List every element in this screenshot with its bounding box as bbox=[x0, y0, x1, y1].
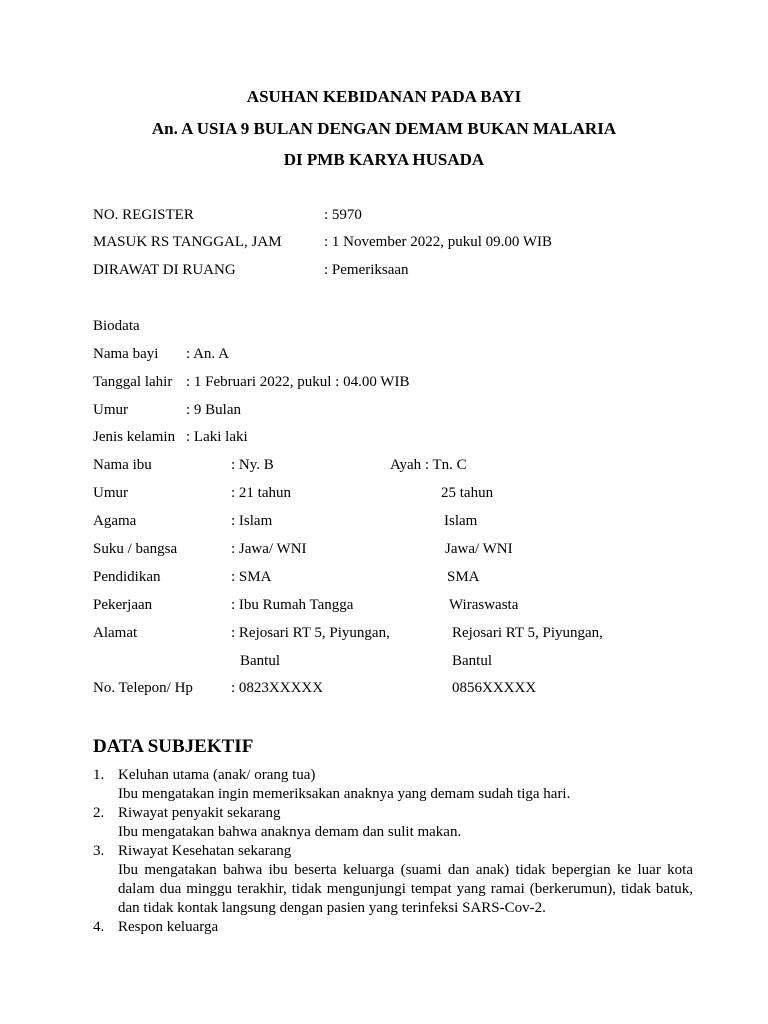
baby-row-age bbox=[0, 402, 768, 422]
parent-row-address-cont bbox=[0, 653, 768, 673]
list-item-number: 4. bbox=[93, 919, 105, 935]
list-item-description: Ibu mengatakan ingin memeriksakan anaknya yang demam sudah tiga hari. bbox=[118, 786, 571, 802]
baby-label: Nama bayi bbox=[93, 346, 159, 362]
mother-value: : Jawa/ WNI bbox=[231, 541, 307, 557]
document-title-line-2: An. A USIA 9 BULAN DENGAN DEMAM BUKAN MALARIA bbox=[151, 119, 617, 138]
parent-label: Agama bbox=[93, 513, 137, 529]
father-value: Bantul bbox=[452, 653, 492, 669]
father-value: Rejosari RT 5, Piyungan, bbox=[452, 625, 603, 641]
parent-row-occupation bbox=[0, 597, 768, 617]
list-item bbox=[93, 918, 693, 937]
mother-value: Bantul bbox=[240, 653, 280, 669]
list-item bbox=[93, 804, 693, 842]
baby-value: : An. A bbox=[186, 346, 229, 362]
document-title-line-1: ASUHAN KEBIDANAN PADA BAYI bbox=[246, 87, 522, 106]
mother-value: : Ibu Rumah Tangga bbox=[231, 597, 354, 613]
parent-row-address bbox=[0, 625, 768, 645]
list-item-title: Riwayat penyakit sekarang bbox=[118, 805, 281, 821]
father-value: Islam bbox=[444, 513, 478, 529]
father-value: Wiraswasta bbox=[449, 597, 519, 613]
baby-row-name bbox=[0, 346, 768, 366]
list-item-description: Ibu mengatakan bahwa ibu beserta keluarga (suami dan anak) tidak bepergian ke luar kota dalam dua minggu terakhir, tidak mengunjungi tempat yang ramai (berkerumun), tidak batuk, dan tidak kontak langsung dengan pasien yang terinfeksi SARS-Cov-2. bbox=[118, 862, 693, 916]
register-label: DIRAWAT DI RUANG bbox=[93, 262, 236, 278]
parent-row-age bbox=[0, 485, 768, 505]
parent-row-name bbox=[0, 457, 768, 477]
baby-value: : Laki laki bbox=[186, 429, 248, 445]
list-item-number: 1. bbox=[93, 767, 105, 783]
list-item-description: Ibu mengatakan bahwa anaknya demam dan sulit makan. bbox=[118, 824, 462, 840]
biodata-heading-row bbox=[0, 318, 768, 338]
list-item-title: Keluhan utama (anak/ orang tua) bbox=[118, 767, 316, 783]
father-value: Ayah : Tn. C bbox=[390, 457, 467, 473]
mother-value: : 21 tahun bbox=[231, 485, 291, 501]
mother-value: : SMA bbox=[231, 569, 272, 585]
parent-label: Nama ibu bbox=[93, 457, 152, 473]
baby-value: : 9 Bulan bbox=[186, 402, 241, 418]
father-value: 0856XXXXX bbox=[452, 680, 537, 696]
subjective-heading: DATA SUBJEKTIF bbox=[93, 736, 254, 757]
subjective-list bbox=[93, 766, 693, 937]
list-item-title: Riwayat Kesehatan sekarang bbox=[118, 843, 292, 859]
father-value: 25 tahun bbox=[441, 485, 494, 501]
baby-label: Umur bbox=[93, 402, 128, 418]
list-item-number: 2. bbox=[93, 805, 105, 821]
parent-label: Pekerjaan bbox=[93, 597, 153, 613]
register-row-number bbox=[0, 207, 768, 227]
register-row-room bbox=[0, 262, 768, 282]
register-value: : 1 November 2022, pukul 09.00 WIB bbox=[324, 234, 553, 250]
parent-row-religion bbox=[0, 513, 768, 533]
biodata-heading: Biodata bbox=[93, 318, 140, 334]
register-row-admission bbox=[0, 234, 768, 254]
baby-label: Jenis kelamin bbox=[93, 429, 176, 445]
baby-row-sex bbox=[0, 429, 768, 449]
mother-value: : 0823XXXXX bbox=[231, 680, 324, 696]
register-label: NO. REGISTER bbox=[93, 207, 194, 223]
register-value: : Pemeriksaan bbox=[324, 262, 409, 278]
list-item bbox=[93, 766, 693, 804]
father-value: SMA bbox=[447, 569, 480, 585]
parent-row-education bbox=[0, 569, 768, 589]
register-label: MASUK RS TANGGAL, JAM bbox=[93, 234, 282, 250]
list-item-title: Respon keluarga bbox=[118, 919, 219, 935]
father-value: Jawa/ WNI bbox=[445, 541, 513, 557]
mother-value: : Rejosari RT 5, Piyungan, bbox=[231, 625, 390, 641]
register-value: : 5970 bbox=[324, 207, 362, 223]
parent-label: No. Telepon/ Hp bbox=[93, 680, 193, 696]
parent-label: Alamat bbox=[93, 625, 138, 641]
baby-label: Tanggal lahir bbox=[93, 374, 173, 390]
parent-row-phone bbox=[0, 680, 768, 700]
baby-value: : 1 Februari 2022, pukul : 04.00 WIB bbox=[186, 374, 410, 390]
parent-row-ethnicity bbox=[0, 541, 768, 561]
parent-label: Suku / bangsa bbox=[93, 541, 178, 557]
parent-label: Pendidikan bbox=[93, 569, 161, 585]
mother-value: : Islam bbox=[231, 513, 273, 529]
parent-label: Umur bbox=[93, 485, 128, 501]
list-item-number: 3. bbox=[93, 843, 105, 859]
document-title-line-3: DI PMB KARYA HUSADA bbox=[283, 150, 485, 169]
list-item bbox=[93, 842, 693, 918]
mother-value: : Ny. B bbox=[231, 457, 274, 473]
baby-row-birthdate bbox=[0, 374, 768, 394]
